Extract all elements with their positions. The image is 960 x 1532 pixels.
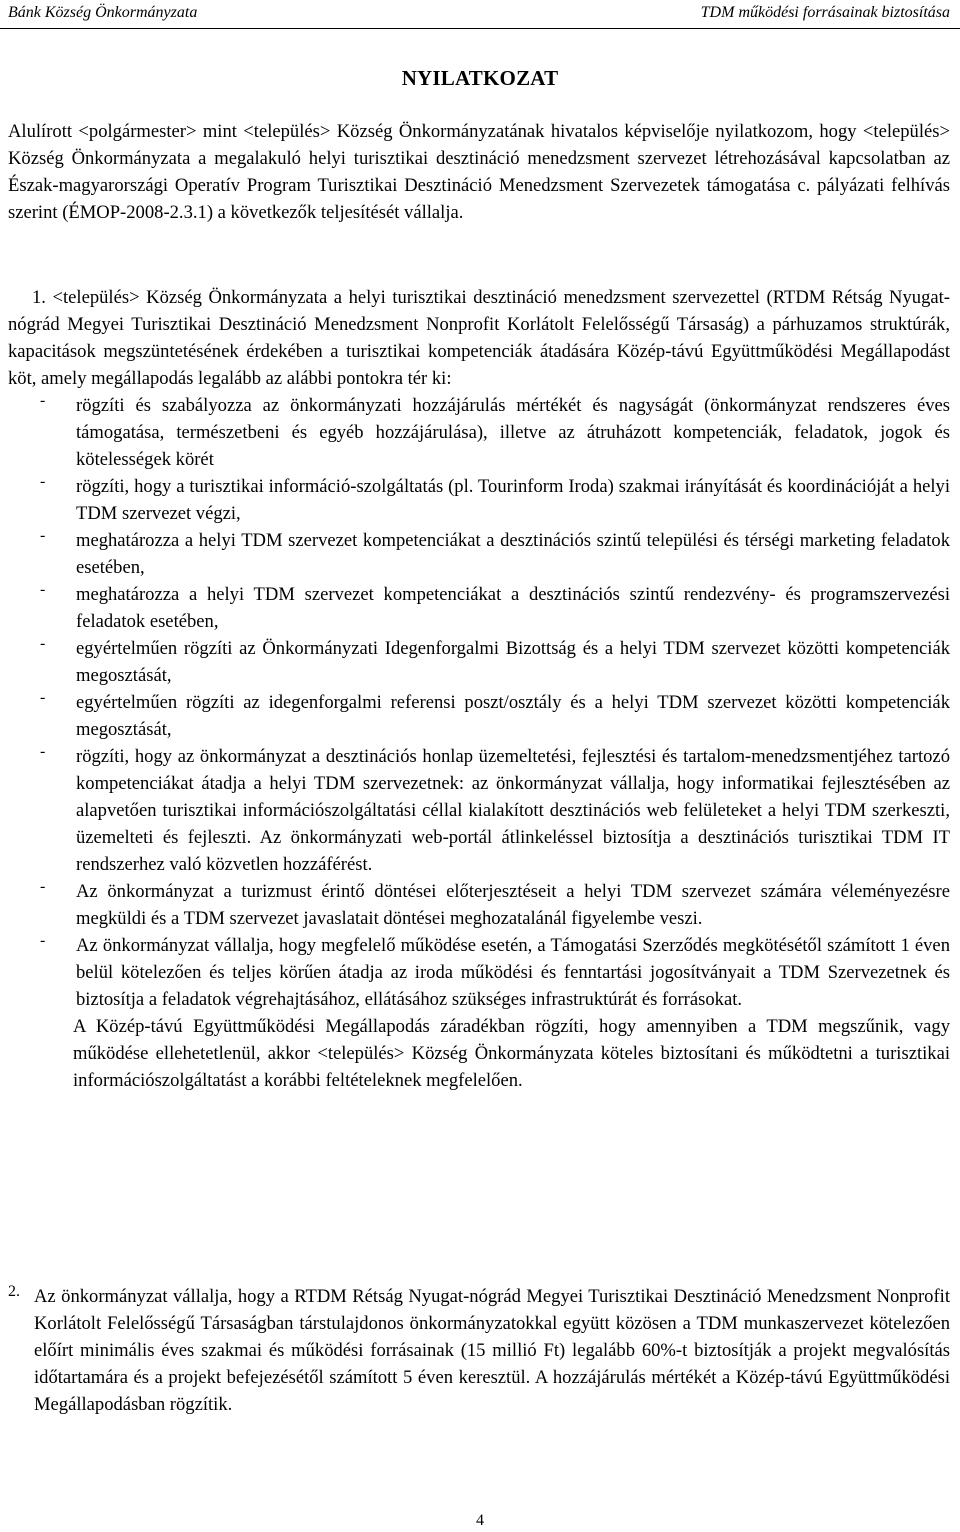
section-2-paragraph (8, 1283, 950, 1418)
list-item-text: rögzíti, hogy a turisztikai információ-szolgáltatás (pl. Tourinform Iroda) szakmai irányítását és koordinációját a helyi TDM szervezet végzi, (76, 476, 950, 524)
list-item (8, 689, 950, 743)
section-2-number: 2. (8, 1283, 20, 1300)
section-1-number: 1. (32, 287, 46, 308)
list-item-text: Az önkormányzat a turizmust érintő döntései előterjesztéseit a helyi TDM szervezet számára véleményezésre megküldi és a TDM szervezet javaslatait döntései meghozatalánál figyelembe veszi. (76, 881, 950, 929)
header-right-text: TDM működési forrásainak biztosítása (700, 4, 950, 21)
dash-marker: - (40, 932, 46, 949)
page-header (0, 0, 960, 26)
section-1-lead (8, 284, 950, 392)
section-1-closing: A Közép-távú Együttműködési Megállapodás záradékban rögzíti, hogy amennyiben a TDM megszűnik, vagy működése ellehetetlenül, akkor <település> Község Önkormányzata köteles biztosítani és működtetni a turisztikai információszolgáltatást a korábbi feltételeknek megfelelően. (73, 1016, 950, 1091)
dash-marker: - (40, 878, 46, 895)
list-item (8, 527, 950, 581)
section-1 (8, 284, 950, 1094)
list-item (8, 932, 950, 1013)
list-item-text: meghatározza a helyi TDM szervezet kompetenciákat a desztinációs szintű települési és térségi marketing feladatok esetében, (76, 530, 950, 578)
list-item-text: rögzíti, hogy az önkormányzat a desztinációs honlap üzemeltetési, fejlesztési és tartalom-menedzsmentjéhez tartozó kompetenciákat átadja a helyi TDM szervezetnek: az önkormányzat vállalja, hogy informatikai fejlesztésében az alapvetően turisztikai információszolgáltatási céllal kialakított desztinációs web felületeket a helyi TDM szerkeszti, üzemelteti és fejleszti. Az önkormányzati web-portál átlinkeléssel biztosítja a desztinációs turisztikai TDM IT rendszerhez való közvetlen hozzáférést. (76, 746, 950, 875)
list-item-text: rögzíti és szabályozza az önkormányzati hozzájárulás mértékét és nagyságát (önkormányzat rendszeres éves támogatása, természetbeni és egyéb hozzájárulása), illetve az átruházott kompetenciák, feladatok, jogok és kötelességek körét (76, 395, 950, 470)
dash-marker: - (40, 635, 46, 652)
list-item-text: egyértelműen rögzíti az idegenforgalmi referensi poszt/osztály és a helyi TDM szervezet közötti kompetenciák megosztását, (76, 692, 950, 740)
list-item-text: Az önkormányzat vállalja, hogy megfelelő működése esetén, a Támogatási Szerződés megkötésétől számított 1 éven belül kötelezően és teljes körűen átadja az iroda működési és fenntartási jogosítványait a TDM Szervezetnek és biztosítja a feladatok végrehajtásához, ellátásához szükséges infrastruktúrát és forrásokat. (76, 935, 950, 1010)
document-title: NYILATKOZAT (401, 66, 559, 90)
list-item (8, 635, 950, 689)
list-item-text: meghatározza a helyi TDM szervezet kompetenciákat a desztinációs szintű rendezvény- és programszervezési feladatok esetében, (76, 584, 950, 632)
list-item-text: egyértelműen rögzíti az Önkormányzati Idegenforgalmi Bizottság és a helyi TDM szervezet közötti kompetenciák megosztását, (76, 638, 950, 686)
dash-marker: - (40, 581, 46, 598)
section-2-text: Az önkormányzat vállalja, hogy a RTDM Rétság Nyugat-nógrád Megyei Turisztikai Desztináció Menedzsment Nonprofit Korlátolt Felelősségű Társaságban társtulajdonos önkormányzatokkal együtt közösen a TDM munkaszervezet kötelezően előírt minimális éves szakmai és működési forrásainak (15 millió Ft) legalább 60%-t biztosítják a projekt megvalósítás időtartamára és a projekt befejezésétől számított 5 éven keresztül. A hozzájárulás mértékét a Közép-távú Együttműködési Megállapodásban rögzítik. (34, 1286, 950, 1415)
header-left-text: Bánk Község Önkormányzata (8, 4, 198, 21)
dash-marker: - (40, 473, 46, 490)
dash-marker: - (40, 527, 46, 544)
list-item (8, 473, 950, 527)
dash-marker: - (40, 392, 46, 409)
list-item (8, 581, 950, 635)
list-item (8, 392, 950, 473)
section-2 (8, 1283, 950, 1418)
page-number: 4 (476, 1512, 484, 1529)
dash-marker: - (40, 689, 46, 706)
list-item (8, 878, 950, 932)
dash-marker: - (40, 743, 46, 760)
header-divider (0, 28, 960, 29)
intro-paragraph: Alulírott <polgármester> mint <település> Község Önkormányzatának hivatalos képviselője nyilatkozom, hogy <település> Község Önkormányzata a megalakuló helyi turisztikai desztináció menedzsment szervezet létrehozásával kapcsolatban az Észak-magyarországi Operatív Program Turisztikai Desztináció Menedzsment Szervezetek támogatása c. pályázati felhívás szerint (ÉMOP-2008-2.3.1) a következők teljesítését vállalja. (8, 121, 950, 223)
section-1-lead-text: <település> Község Önkormányzata a helyi turisztikai desztináció menedzsment szervezettel (RTDM Rétság Nyugat-nógrád Megyei Turisztikai Desztináció Menedzsment Nonprofit Korlátolt Felelősségű Társaság) a párhuzamos struktúrák, kapacitások megszüntetésének érdekében a turisztikai kompetenciák átadására Közép-távú Együttműködési Megállapodást köt, amely megállapodás legalább az alábbi pontokra tér ki: (8, 287, 950, 389)
list-item (8, 743, 950, 878)
